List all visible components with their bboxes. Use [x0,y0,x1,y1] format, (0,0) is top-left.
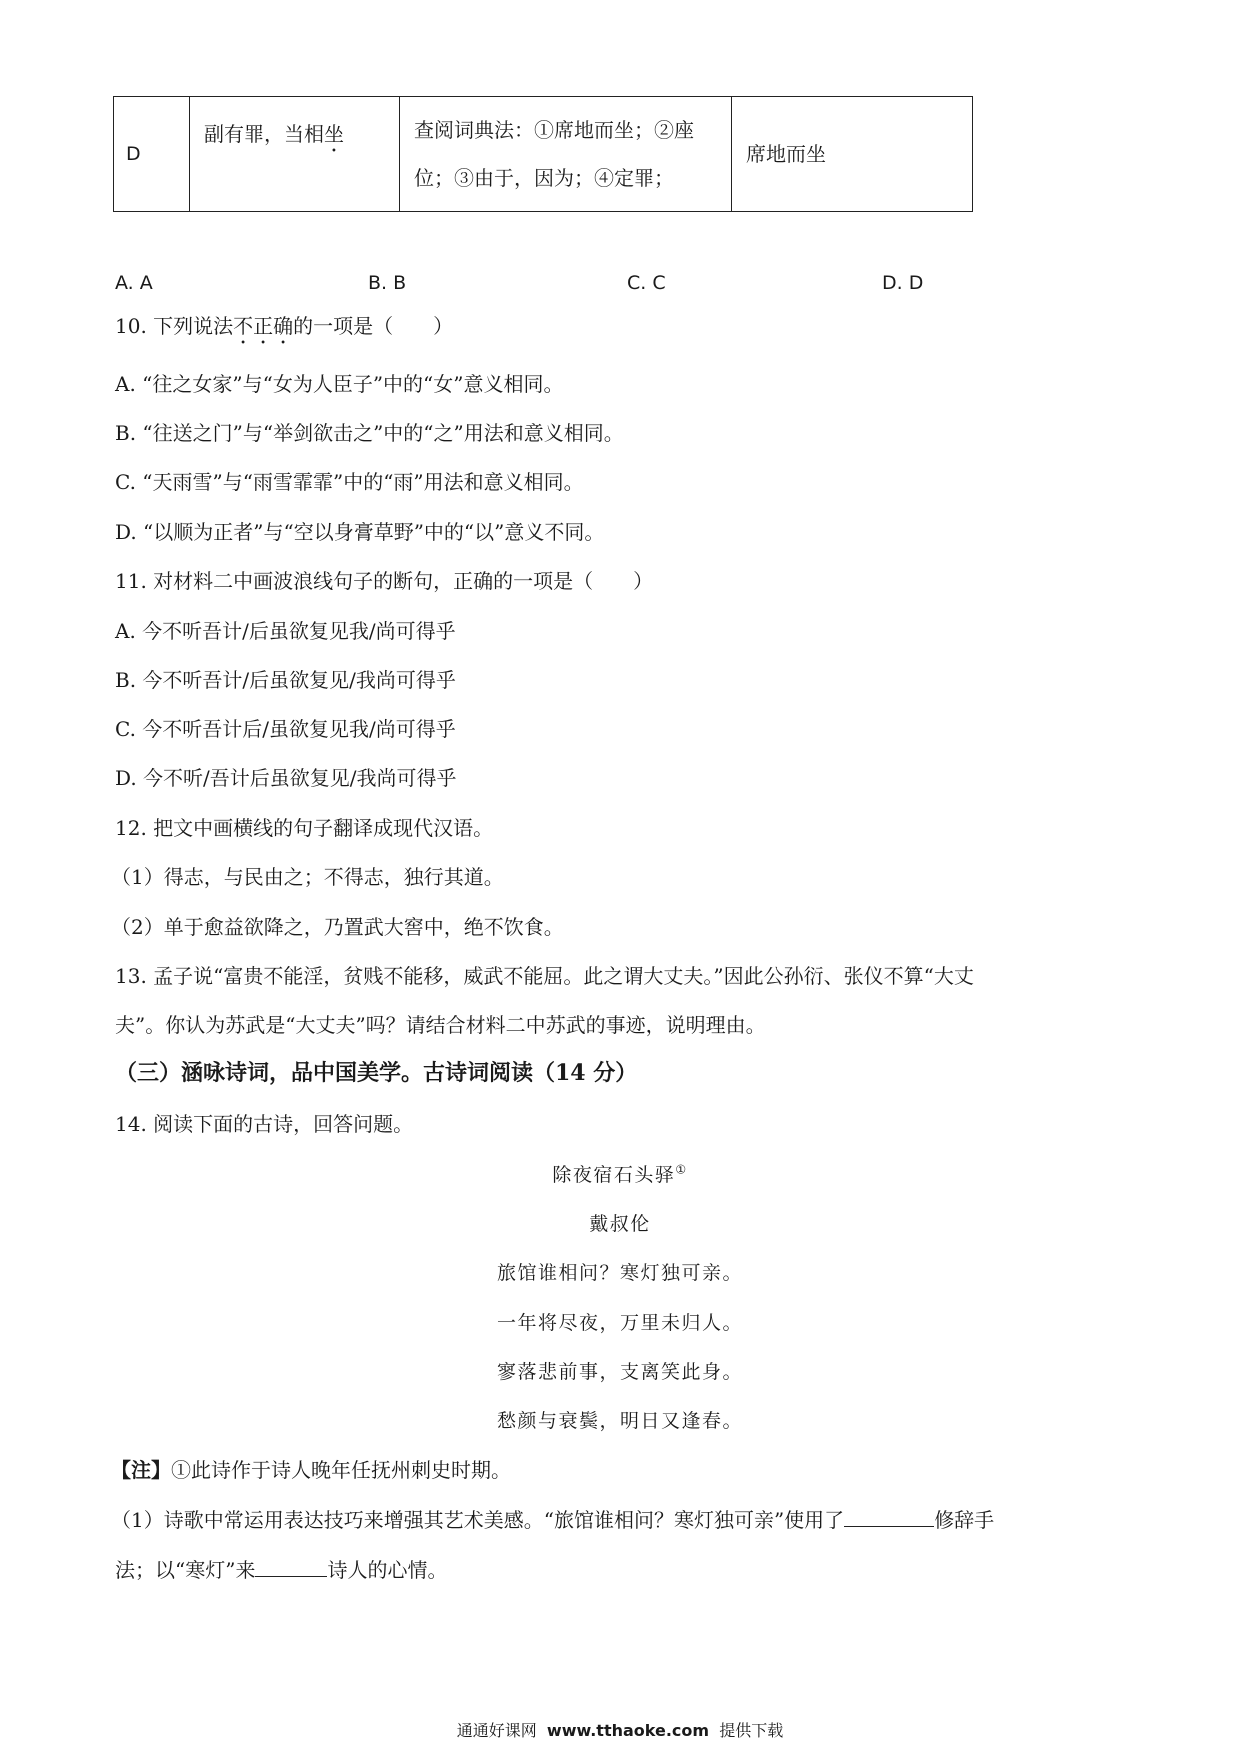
poem-line-1: 旅馆谁相问？寒灯独可亲。 [496,1262,743,1284]
q11-option-d: D. 今不听/吾计后虽欲复见/我尚可得乎 [115,766,457,790]
sentence-text: 副有罪，当相 [204,122,324,146]
table-cell-option: D [114,97,190,212]
answer-blank-1[interactable] [844,1506,934,1527]
q10-suffix: 的一项是（ ） [293,314,454,338]
note-mark: 【注】 [111,1458,171,1482]
q9-option-c: C. C [627,272,666,294]
q9-option-b: B. B [368,272,407,294]
q14-stem: 14. 阅读下面的古诗，回答问题。 [115,1112,414,1136]
poem-line-2: 一年将尽夜，万里未归人。 [496,1312,743,1334]
poem-author: 戴叔伦 [589,1213,651,1235]
q12-item-2: （2）单于愈益欲降之，乃置武大窖中，绝不饮食。 [111,915,564,939]
q11-option-a: A. 今不听吾计/后虽欲复见我/尚可得乎 [115,619,456,643]
q10-stem [115,312,453,349]
q13-line-2: 夫”。你认为苏武是“大丈夫”吗？请结合材料二中苏武的事迹，说明理由。 [115,1013,766,1037]
section-heading: （三）涵咏诗词，品中国美学。古诗词阅读（14 分） [115,1060,638,1086]
emphasized-char: 坐 [324,122,344,146]
q10-option-a: A. “往之女家”与“女为人臣子”中的“女”意义相同。 [115,372,564,396]
q14-sub1-text-b: 修辞手 [934,1508,995,1532]
poem-title-text: 除夜宿石头驿 [552,1164,676,1186]
poem-note [111,1456,511,1484]
footer-note: 提供下载 [719,1721,784,1740]
q14-sub1-line-2 [115,1556,447,1584]
q9-options [115,272,975,302]
footer-brand: 通通好课网 [456,1721,537,1740]
q10-option-c: C. “天雨雪”与“雨雪霏霏”中的“雨”用法和意义相同。 [115,470,584,494]
footer-site: www.tthaoke.com [546,1721,710,1740]
answer-table [113,96,973,212]
q14-sub1-text-a: （1）诗歌中常运用表达技巧来增强其艺术美感。“旅馆谁相问？寒灯独可亲”使用了 [111,1508,845,1532]
answer-blank-2[interactable] [255,1556,327,1577]
method-line-1: 查阅词典法：①席地而坐；②座 [414,118,694,142]
q13-line-1: 13. 孟子说“富贵不能淫，贫贱不能移，威武不能屈。此之谓大丈夫。”因此公孙衍、张仪不算“大丈 [115,964,974,988]
table-row [114,97,973,212]
note-text: ①此诗作于诗人晚年任抚州刺史时期。 [171,1458,511,1482]
page-footer [0,1718,1240,1741]
q14-sub1-text-c: 法；以“寒灯”来 [115,1558,256,1582]
poem-title-note-mark: ① [675,1162,688,1177]
q14-sub1-text-d: 诗人的心情。 [327,1558,448,1582]
q10-prefix: 10. 下列说法 [115,314,234,338]
table-cell-meaning: 席地而坐 [732,97,973,212]
table-cell-method [400,97,732,212]
q10-emphasis: 不正确 [233,314,294,338]
q14-sub1-line-1 [111,1506,994,1534]
q11-option-c: C. 今不听吾计后/虽欲复见我/尚可得乎 [115,717,456,741]
q12-stem: 12. 把文中画横线的句子翻译成现代汉语。 [115,816,494,840]
q10-option-d: D. “以顺为正者”与“空以身膏草野”中的“以”意义不同。 [115,520,605,544]
q9-option-d: D. D [882,272,924,294]
q12-item-1: （1）得志，与民由之；不得志，独行其道。 [111,865,504,889]
poem-title [0,1160,1240,1187]
table-cell-sentence [190,97,400,212]
q11-option-b: B. 今不听吾计/后虽欲复见/我尚可得乎 [115,668,456,692]
q11-stem: 11. 对材料二中画波浪线句子的断句，正确的一项是（ ） [115,569,654,593]
poem-line-3: 寥落悲前事，支离笑此身。 [496,1361,743,1383]
poem-line-4: 愁颜与衰鬓，明日又逢春。 [496,1410,743,1432]
q10-option-b: B. “往送之门”与“举剑欲击之”中的“之”用法和意义相同。 [115,421,624,445]
q9-option-a: A. A [115,272,153,294]
method-line-2: 位；③由于，因为；④定罪； [414,166,674,190]
